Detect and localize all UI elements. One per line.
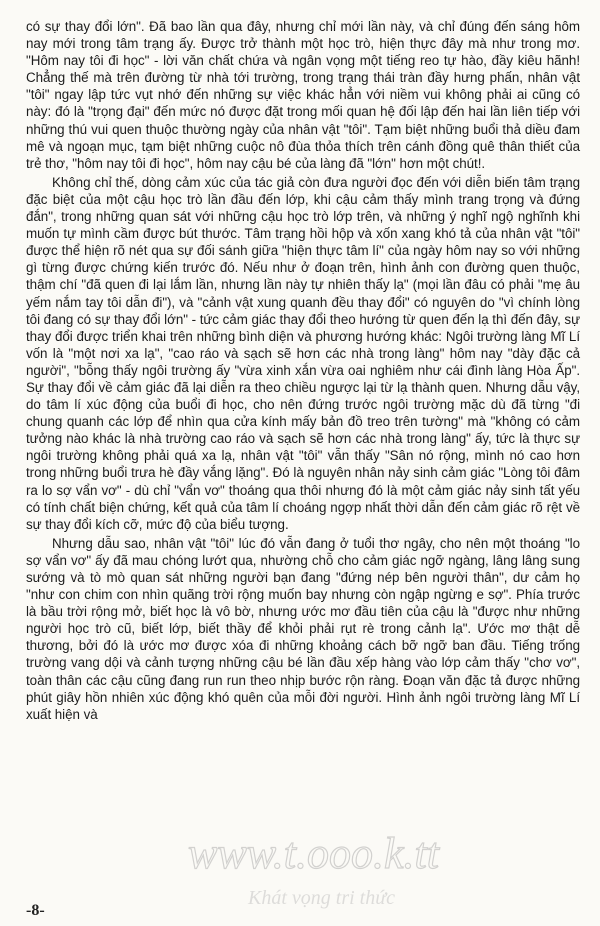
- page-number: -8-: [26, 902, 45, 919]
- paragraph-1: có sự thay đổi lớn". Đã bao lần qua đây, nhưng chỉ mới lần này, và chỉ đúng đến sáng hôm nay mới trong tâm trạng ấy. Được trở thành một học trò, hiện thực đây mà như trong mơ. "Hôm nay tôi đi học" - lời văn chất chứa và ngân vọng một tiếng reo tự hào, đầy kiêu hãnh! Chẳng thế mà trên đường từ nhà tới trường, trong trạng thái tràn đầy hưng phấn, nhân vật "tôi" ngay lập tức vụt nhớ đến những sự việc khác hẳn với niềm vui không phải ai cũng có này: đó là "trọng đại" đến mức nó được đặt trong mối quan hệ đối lập đến hai lần liên tiếp với những thú vui quen thuộc thường ngày của nhân vật "tôi". Tạm biệt những buổi thả diều đam mê và ngoạn mục, tạm biệt những cuộc nô đùa thỏa thích trên cánh đồng quê thân thiết của trẻ thơ, "hôm nay tôi đi học", hôm nay cậu bé của làng đã "lớn" hơn một chút!.: [26, 19, 580, 171]
- watermark-logo: [168, 806, 498, 916]
- paragraph-3: Nhưng dẫu sao, nhân vật "tôi" lúc đó vẫn đang ở tuổi thơ ngây, cho nên một thoáng "lo sợ vẩn vơ" ấy đã mau chóng lướt qua, nhường chỗ cho cảm giác ngỡ ngàng, lâng lâng sung sướng và tò mò quan sát những người bạn đang "đứng nép bên người thân", dư cảm họ "như con chim con nhìn quãng trời rộng muốn bay nhưng còn ngập ngừng e sợ". Phía trước là bầu trời rộng mở, biết học là vô bờ, nhưng ước mơ đầu tiên của cậu là "được như những người học trò cũ, biết lớp, biết thầy để khỏi phải rụt rè trong cảnh lạ". Ước mơ thật dễ thương, bởi đó là ước mơ được xóa đi những khoảng cách bỡ ngỡ ban đầu. Tiếng trống trường vang dội và cảnh tượng những cậu bé lần đầu xếp hàng vào lớp cảm thấy "chơ vơ", toàn thân các cậu cũng đang run run theo nhịp bước rộn ràng. Đoạn văn đặc tả được những phút giây hồn nhiên xúc động khó quên của mỗi đời người. Hình ảnh ngôi trường làng Mĩ Lí xuất hiện và: [26, 535, 580, 722]
- watermark-text-1: www.t.ooo.k.tt: [188, 829, 439, 878]
- paragraph-2: Không chỉ thế, dòng cảm xúc của tác giả còn đưa người đọc đến với diễn biến tâm trạng đặc biệt của một cậu học trò lần đầu đến lớp, khi cậu cảm thấy mình trang trọng và đứng đắn", trong những quan sát với những cậu học trò lớp trên, và những ý nghĩ ngộ nghĩnh khi muốn tự mình cầm được bút thước. Tâm trạng hồi hộp và xốn xang khó tả của nhân vật "tôi" được thể hiện rõ nét qua sự đối sánh giữa "hiện thực tâm lí" của ngày hôm nay so với những gì từng được chứng kiến trước đó. Nếu như ở đoạn trên, hình ảnh con đường quen thuộc, thậm chí "đã quen đi lại lắm lần, nhưng lần này tự nhiên thấy lạ" (mọi lần đâu có phải "mẹ âu yếm nắm tay tôi dẫn đi"), và "cảnh vật xung quanh đều thay đổi" có nguyên do "vì chính lòng tôi đang có sự thay đổi lớn" - tức cảm giác thay đổi theo hướng từ quen đến lạ thì đến đây, sự thay đổi được triển khai trên những bình diện và phương hướng khác: Ngôi trường làng Mĩ Lí vốn là "một nơi xa lạ", "cao ráo và sạch sẽ hơn các nhà trong làng" hôm nay "dày đặc cả người", "bỗng thấy ngôi trường ấy "vừa xinh xắn vừa oai nghiêm như cái đình làng Hòa Ấp". Sự thay đổi về cảm giác đã lại diễn ra theo chiều ngược lại từ lạ thành quen. Nhưng dẫu vậy, do tâm lí xúc động của buổi đi học, cho nên đứng trước ngôi trường mặc dù đã từng "đi chung quanh các lớp để nhìn qua cửa kính mấy bản đồ treo trên tường" mà "không có cảm tưởng nào khác là nhà trường cao ráo và sạch sẽ hơn các nhà trong làng" ấy, tức là thực sự ngôi trường không phải quá xa lạ, nhân vật "tôi" vẫn thấy "Sân nó rộng, mình nó cao hơn trong những buổi trưa hè đầy vắng lặng". Đó là nguyên nhân nảy sinh cảm giác "Lòng tôi đâm ra lo sợ vẩn vơ" - dù chỉ "vẩn vơ" thoáng qua thôi nhưng đó là một cảm giác nảy sinh tất yếu có tính chất biện chứng, kết quả của tâm lí choáng ngợp nhất thời dẫn đến cảm giác rõ rệt về sự thay đổi kích cỡ, mức độ của biểu tượng.: [26, 174, 580, 532]
- watermark-text-2: Khát vọng tri thức: [248, 887, 396, 909]
- document-body: [26, 18, 580, 723]
